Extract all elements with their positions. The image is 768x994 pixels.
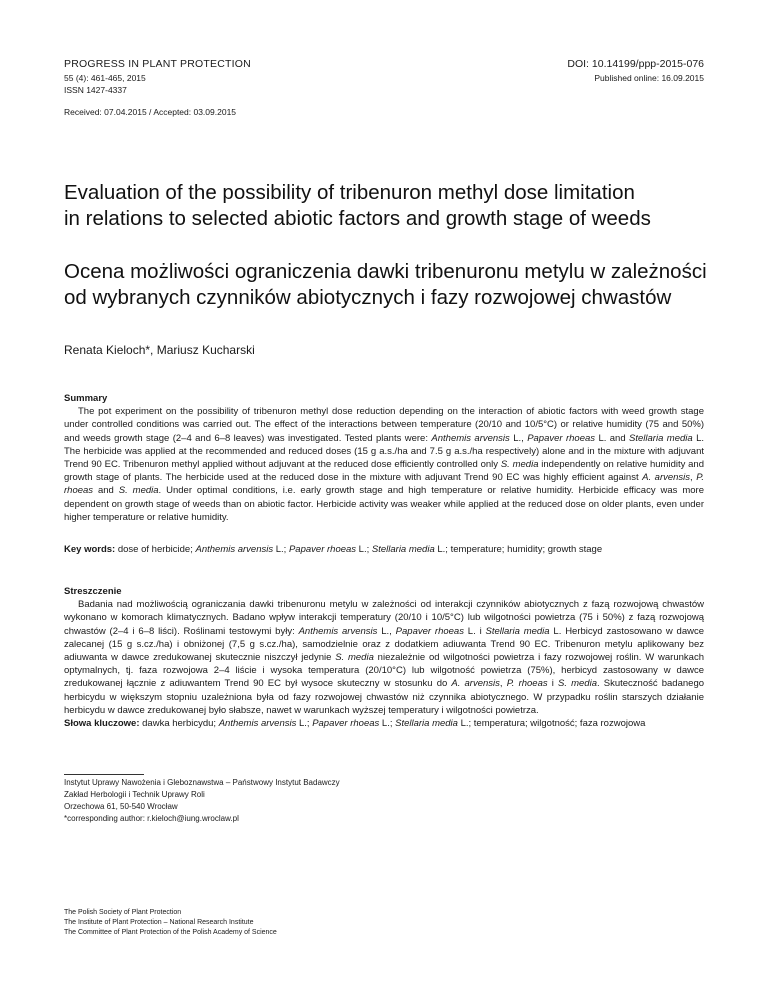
society-footer: The Polish Society of Plant Protection The Institute of Plant Protection – National Research Institute The Committee of Plant Protection of the Polish Academy of Science bbox=[64, 909, 277, 936]
title-pl-line-2: od wybranych czynników abiotycznych i fazy rozwojowej chwastów bbox=[64, 286, 672, 309]
title-en-line-2: in relations to selected abiotic factors and growth stage of weeds bbox=[64, 207, 651, 230]
received-accepted: Received: 07.04.2015 / Accepted: 03.09.2015 bbox=[64, 107, 237, 117]
authors: Renata Kieloch*, Mariusz Kucharski bbox=[64, 343, 255, 357]
footnote-divider bbox=[64, 774, 144, 775]
published-date: Published online: 16.09.2015 bbox=[594, 73, 704, 83]
summary-text: The pot experiment on the possibility of tribenuron methyl dose reduction depending on the interaction of abiotic factors with weed growth stage under controlled conditions was carried out. The effect of the interactions between temperature (20/10 and 10/5°C) or relative humidity (75 and 50%) and weeds growth stage (2–4 and 6–8 leaves) was investigated. Tested plants were: Anthemis arvensis L., Papaver rhoeas L. and Stellaria media L. The herbicide was applied at the recommended and reduced doses (15 g a.s./ha and 7.5 g a.s./ha respectively) alone and in the mixture with adjuvant Trend 90 EC. Tribenuron methyl applied without adjuvant at the reduced dose efficiently controlled only S. media independently on relative humidity and growth stage of plants. The herbicide used at the reduced dose in the mixture with adjuvant Trend 90 EC was highly efficient against A. arvensis, P. rhoeas and S. media. Under optimal conditions, i.e. early growth stage and high temperature or relative humidity. Herbicide efficacy was more dependent on growth stage of weeds than on abiotic factor. Herbicide activity was weaker while applied at the reduced dose on older plants, even under higher temperature or relative humidity. bbox=[64, 406, 704, 523]
streszczenie-text: Badania nad możliwością ograniczania dawki tribenuronu metylu w zależności od interakcji czynników abiotycznych z fazą rozwojową chwastów wykonano w komorach klimatycznych. Badano wpływ interakcji temperatury (20/10 i 10/5°C) lub wilgotności powietrza (75 i 50%) z fazą rozwojową chwastów (2–4 i 6–8 liści). Roślinami testowymi były: Anthemis arvensis L., Papaver rhoeas L. i Stellaria media L. Herbicyd zastosowano w dawce zalecanej (15 g s.cz./ha) i obniżonej (7,5 g s.cz./ha), samodzielnie oraz z dodatkiem adiuwanta Trend 90 EC. Tribenuron metylu aplikowany bez adiuwanta w dawce zredukowanej skutecznie niszczył jedynie S. media niezależnie od wilgotności powietrza i fazy rozwojowej roślin. W warunkach optymalnych, tj. faza rozwojowa 2–4 liście i wysoka temperatura (20/10°C) lub wilgotność powietrza (75%), herbicyd zastosowany w dawce zredukowanej łącznie z adiuwantem Trend 90 EC był wysoce skuteczny w stosunku do A. arvensis, P. rhoeas i S. media. Skuteczność badanego herbicydu w większym stopniu uzależniona była od fazy rozwojowej chwastów niż czynnika abiotycznego. W przypadku roślin starszych działanie herbicydu w dawce zredukowanej było słabsze, nawet w warunkach wyższej temperatury i wilgotności powietrza. bbox=[64, 599, 705, 716]
summary-section bbox=[64, 392, 704, 524]
slowa-kluczowe: Słowa kluczowe: dawka herbicydu; Anthemis arvensis L.; Papaver rhoeas L.; Stellaria media L.; temperatura; wilgotność; faza rozwojowa bbox=[64, 718, 646, 730]
title-pl-line-1: Ocena możliwości ograniczenia dawki tribenuronu metylu w zależności bbox=[64, 260, 707, 283]
streszczenie-heading: Streszczenie bbox=[64, 586, 122, 597]
corresponding-author-email: *corresponding author: r.kieloch@iung.wroclaw.pl bbox=[64, 814, 239, 823]
affiliation: Instytut Uprawy Nawożenia i Gleboznawstwa – Państwowy Instytut Badawczy Zakład Herbologii i Technik Uprawy Roli Orzechowa 61, 50-540 Wrocław *corresponding author: r.kieloch@iung.wroclaw.pl bbox=[64, 778, 340, 823]
journal-issn: ISSN 1427-4337 bbox=[64, 85, 127, 95]
journal-volume: 55 (4): 461-465, 2015 bbox=[64, 73, 146, 83]
summary-heading: Summary bbox=[64, 393, 108, 404]
title-english bbox=[64, 180, 724, 232]
journal-name: PROGRESS IN PLANT PROTECTION bbox=[64, 58, 251, 70]
streszczenie-section bbox=[64, 585, 704, 730]
keywords-label: Key words: bbox=[64, 544, 116, 555]
title-polish bbox=[64, 259, 724, 311]
title-en-line-1: Evaluation of the possibility of tribenuron methyl dose limitation bbox=[64, 181, 635, 204]
doi: DOI: 10.14199/ppp-2015-076 bbox=[567, 58, 704, 70]
keywords: Key words: dose of herbicide; Anthemis arvensis L.; Papaver rhoeas L.; Stellaria media L.; temperature; humidity; growth stage bbox=[64, 544, 603, 555]
